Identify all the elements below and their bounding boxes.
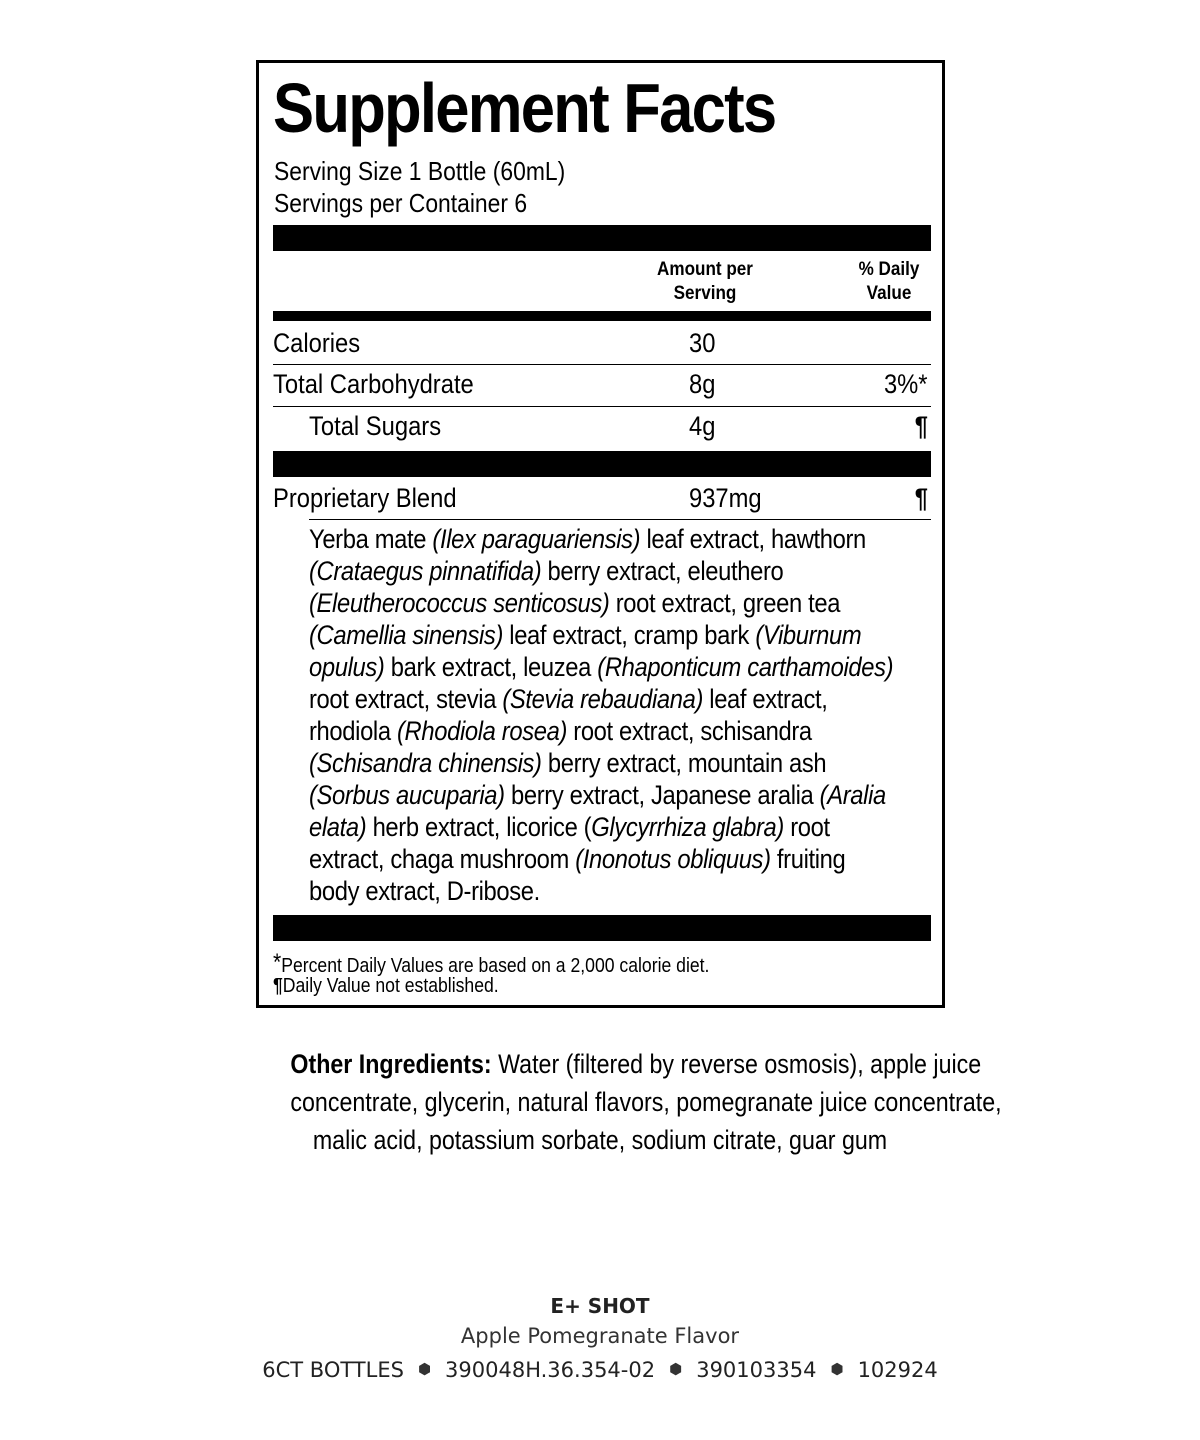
botanical-name: (Ilex paraguariensis) (432, 524, 641, 554)
ingredient-text: fruiting (770, 844, 846, 874)
product-name: E+ SHOT (550, 1294, 650, 1318)
code-sku: 390103354 (696, 1358, 817, 1382)
blend-amount: 937mg (689, 483, 762, 513)
ingredient-text: leaf extract, (703, 684, 828, 714)
amount-per-serving-header (633, 258, 777, 306)
ingredient-text: root extract, schisandra (567, 716, 812, 746)
row-carbohydrate-name: Total Carbohydrate (273, 369, 474, 399)
ingredient-text: leaf extract, cramp bark (503, 620, 756, 650)
thick-divider (273, 915, 931, 941)
thick-divider (273, 451, 931, 477)
botanical-name: elata) (309, 812, 367, 842)
blend-dv: ¶ (914, 483, 928, 513)
botanical-name: opulus) (309, 652, 385, 682)
row-sugars-name: Total Sugars (309, 411, 442, 441)
blend-ingredients-line (309, 555, 925, 587)
blend-ingredients-line (309, 875, 925, 907)
footnote-asterisk: * (273, 949, 282, 976)
botanical-name: (Eleutherococcus senticosus) (309, 588, 610, 618)
blend-ingredients-line (309, 523, 925, 555)
botanical-name: (Crataegus pinnatifida) (309, 556, 542, 586)
serving-size: Serving Size 1 Bottle (60mL) (274, 156, 566, 186)
blend-name: Proprietary Blend (273, 483, 457, 513)
ingredient-text: root extract, green tea (609, 588, 841, 618)
code-date: 102924 (857, 1358, 938, 1382)
ingredient-text: body extract, D-ribose. (309, 876, 540, 906)
daily-header-line-2: Value (866, 283, 912, 304)
daily-value-header (844, 258, 934, 306)
botanical-name: (Viburnum (755, 620, 862, 650)
hexagon-separator-icon: ⬢ (669, 1360, 683, 1378)
code-count: 6CT BOTTLES (262, 1358, 404, 1382)
blend-ingredients-line (309, 683, 925, 715)
hexagon-separator-icon: ⬢ (417, 1360, 432, 1378)
thick-divider (273, 225, 931, 251)
blend-ingredients-line (309, 619, 925, 651)
blend-ingredients-line (309, 715, 925, 747)
botanical-name: (Schisandra chinensis) (309, 748, 542, 778)
footnote-pilcrow: ¶ (273, 975, 283, 997)
row-carbohydrate-dv: 3%* (884, 369, 928, 399)
footnote-not-established (273, 976, 499, 996)
ingredient-text: bark extract, leuzea (384, 652, 598, 682)
botanical-name: (Stevia rebaudiana) (502, 684, 704, 714)
hexagon-separator-icon: ⬢ (830, 1360, 844, 1378)
supplement-facts-panel (256, 60, 945, 1008)
ingredient-text: herb extract, licorice ( (366, 812, 592, 842)
blend-ingredients-line (309, 587, 925, 619)
blend-ingredients (309, 523, 925, 907)
row-divider (273, 406, 931, 407)
other-ingredients (240, 1045, 1002, 1159)
servings-per-container: Servings per Container 6 (274, 188, 528, 218)
ingredient-text: berry extract, mountain ash (541, 748, 827, 778)
code-item-number: 390048H.36.354-02 (445, 1358, 656, 1382)
ingredient-text: berry extract, eleuthero (541, 556, 784, 586)
row-calories-amount: 30 (689, 328, 716, 358)
botanical-name: (Camellia sinensis) (309, 620, 504, 650)
panel-title: Supplement Facts (273, 69, 776, 147)
ingredient-text: rhodiola (309, 716, 397, 746)
other-ingredients-line-2: concentrate, glycerin, natural flavors, pomegranate juice concentrate, (290, 1087, 1002, 1117)
ingredient-text: root extract, stevia (309, 684, 503, 714)
row-divider (273, 364, 931, 365)
row-carbohydrate-amount: 8g (689, 369, 716, 399)
footnote-not-established-text: Daily Value not established. (282, 975, 499, 997)
row-sugars-amount: 4g (689, 411, 716, 441)
row-calories-name: Calories (273, 328, 361, 358)
amount-header-line-1: Amount per (657, 259, 753, 280)
blend-ingredients-line (309, 651, 925, 683)
other-ingredients-label: Other Ingredients: (290, 1049, 492, 1079)
botanical-name: (Aralia (819, 780, 886, 810)
ingredient-text: Yerba mate (309, 524, 433, 554)
medium-divider (273, 311, 931, 321)
botanical-name: (Inonotus obliquus) (575, 844, 771, 874)
product-codes (0, 1358, 1200, 1382)
botanical-name: (Rhaponticum carthamoides) (597, 652, 894, 682)
other-ingredients-line-3: malic acid, potassium sorbate, sodium citrate, guar gum (312, 1125, 888, 1155)
ingredient-text: root (783, 812, 830, 842)
daily-header-line-1: % Daily (858, 259, 920, 280)
botanical-name: Glycyrrhiza glabra) (591, 812, 784, 842)
footnote-daily-values (273, 951, 709, 976)
blend-ingredients-line (309, 843, 925, 875)
ingredient-text: extract, chaga mushroom (309, 844, 576, 874)
other-ingredients-line-1: Water (filtered by reverse osmosis), apple juice (491, 1049, 982, 1079)
botanical-name: (Sorbus aucuparia) (309, 780, 505, 810)
product-flavor: Apple Pomegranate Flavor (460, 1324, 740, 1348)
blend-ingredients-line (309, 811, 925, 843)
amount-header-line-2: Serving (673, 283, 737, 304)
ingredient-text: leaf extract, hawthorn (640, 524, 866, 554)
row-sugars-dv: ¶ (914, 411, 928, 441)
blend-divider (309, 519, 931, 520)
footnote-daily-values-text: Percent Daily Values are based on a 2,000 calorie diet. (281, 955, 710, 977)
ingredient-text: berry extract, Japanese aralia (504, 780, 820, 810)
blend-ingredients-line (309, 747, 925, 779)
botanical-name: (Rhodiola rosea) (396, 716, 568, 746)
blend-ingredients-line (309, 779, 925, 811)
